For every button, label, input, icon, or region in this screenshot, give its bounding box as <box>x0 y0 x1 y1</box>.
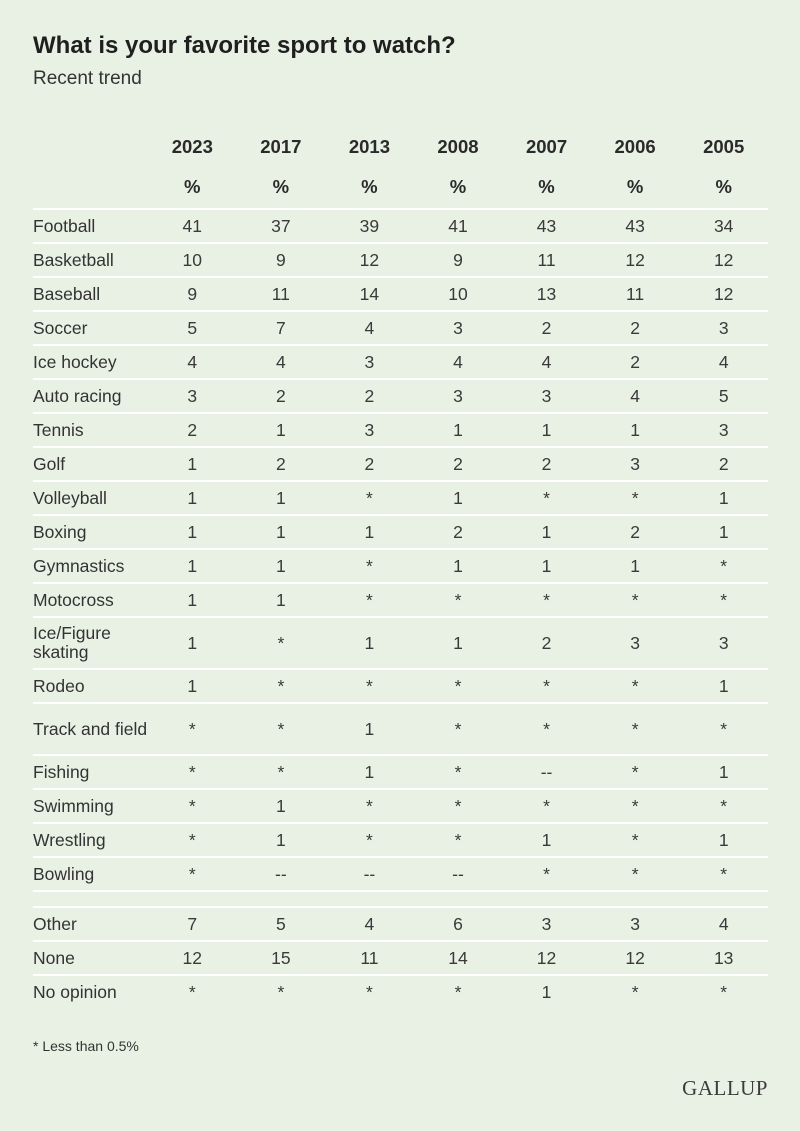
table-cell: 4 <box>502 345 591 379</box>
table-cell: 14 <box>325 277 414 311</box>
data-table <box>33 128 768 1008</box>
table-cell: * <box>148 703 237 755</box>
table-cell: 2 <box>591 345 680 379</box>
table-cell: * <box>414 755 503 789</box>
row-label: Soccer <box>33 311 148 345</box>
table-cell: 1 <box>237 789 326 823</box>
unit-label-blank <box>33 166 148 209</box>
table-cell: * <box>148 789 237 823</box>
table-cell: 6 <box>414 907 503 941</box>
column-header-2017: 2017 <box>260 136 302 157</box>
table-cell: * <box>325 823 414 857</box>
unit-header: % <box>502 166 591 209</box>
table-cell: 1 <box>148 481 237 515</box>
table-cell: 9 <box>414 243 503 277</box>
row-label: Baseball <box>33 277 148 311</box>
table-cell: * <box>679 583 768 617</box>
table-cell: 12 <box>679 277 768 311</box>
row-label: Tennis <box>33 413 148 447</box>
table-cell: * <box>325 789 414 823</box>
table-cell: -- <box>502 755 591 789</box>
table-cell: * <box>325 481 414 515</box>
table-cell: 12 <box>148 941 237 975</box>
table-cell: * <box>591 823 680 857</box>
table-cell: 41 <box>148 209 237 243</box>
chart-subtitle: Recent trend <box>33 68 142 89</box>
table-cell: 7 <box>237 311 326 345</box>
table-cell: 2 <box>502 447 591 481</box>
table-cell: 1 <box>679 755 768 789</box>
table-cell: 1 <box>679 481 768 515</box>
table-cell: 2 <box>414 515 503 549</box>
table-cell: 12 <box>325 243 414 277</box>
group-spacer <box>33 891 768 907</box>
table-cell: 11 <box>325 941 414 975</box>
table-cell: 1 <box>148 669 237 703</box>
table-cell: 1 <box>414 617 503 669</box>
table-cell: 2 <box>325 447 414 481</box>
column-header-2023: 2023 <box>171 136 213 157</box>
table-cell: 13 <box>502 277 591 311</box>
table-cell: 1 <box>325 703 414 755</box>
table-row <box>33 311 768 345</box>
table-cell: * <box>325 549 414 583</box>
table-cell: 1 <box>148 515 237 549</box>
table-cell: * <box>325 669 414 703</box>
table-cell: * <box>237 617 326 669</box>
table-cell: 4 <box>414 345 503 379</box>
table-cell: 3 <box>502 907 591 941</box>
table-cell: * <box>502 669 591 703</box>
table-cell: 10 <box>414 277 503 311</box>
table-row <box>33 583 768 617</box>
table-cell: 4 <box>325 311 414 345</box>
table-cell: -- <box>325 857 414 891</box>
table-cell: 3 <box>679 413 768 447</box>
footnote: * Less than 0.5% <box>33 1038 139 1054</box>
table-cell: 4 <box>237 345 326 379</box>
table-cell: 1 <box>237 481 326 515</box>
table-cell: 2 <box>591 311 680 345</box>
table-row <box>33 481 768 515</box>
table-cell: 1 <box>591 549 680 583</box>
table-cell: -- <box>414 857 503 891</box>
gallup-logo: GALLUP <box>682 1076 768 1100</box>
table-cell: 12 <box>679 243 768 277</box>
table-cell: 2 <box>414 447 503 481</box>
table-row <box>33 941 768 975</box>
unit-header: % <box>591 166 680 209</box>
table-cell: 39 <box>325 209 414 243</box>
table-row <box>33 345 768 379</box>
table-cell: * <box>591 789 680 823</box>
table-cell: * <box>502 583 591 617</box>
table-cell: * <box>237 755 326 789</box>
table-cell: * <box>277 981 285 1002</box>
table-cell: 2 <box>502 311 591 345</box>
table-row <box>33 209 768 243</box>
row-label: Golf <box>33 447 148 481</box>
table-cell: * <box>502 703 591 755</box>
table-cell: * <box>591 755 680 789</box>
table-row <box>33 857 768 891</box>
row-label: Other <box>33 907 148 941</box>
table-cell: * <box>148 857 237 891</box>
table-cell: * <box>591 857 680 891</box>
table-cell: * <box>591 703 680 755</box>
table-cell: 2 <box>148 413 237 447</box>
table-cell: 2 <box>325 379 414 413</box>
row-label: Ice hockey <box>33 345 148 379</box>
row-label: None <box>33 941 148 975</box>
table-cell: 4 <box>679 907 768 941</box>
table-row <box>33 549 768 583</box>
group-spacer-cell <box>33 891 768 907</box>
table-cell: 1 <box>414 549 503 583</box>
table-cell: 1 <box>237 583 326 617</box>
table-cell: 14 <box>414 941 503 975</box>
table-row <box>33 243 768 277</box>
table-cell: 11 <box>502 243 591 277</box>
table-cell: 1 <box>502 549 591 583</box>
row-label: Fishing <box>33 755 148 789</box>
table-cell: 43 <box>502 209 591 243</box>
table-cell: 5 <box>679 379 768 413</box>
table-cell: 4 <box>325 907 414 941</box>
table-row <box>33 447 768 481</box>
table-cell: * <box>148 755 237 789</box>
row-label: Bowling <box>33 857 148 891</box>
table-cell: 1 <box>148 617 237 669</box>
table-cell: 10 <box>148 243 237 277</box>
table-cell: 4 <box>591 379 680 413</box>
table-cell: 2 <box>591 515 680 549</box>
table-cell: 9 <box>148 277 237 311</box>
table-row <box>33 789 768 823</box>
table-cell: * <box>414 823 503 857</box>
table-cell: 13 <box>679 941 768 975</box>
table-cell: 3 <box>591 907 680 941</box>
table-row <box>33 823 768 857</box>
table-cell: * <box>679 789 768 823</box>
row-label: Auto racing <box>33 379 148 413</box>
column-header-2007: 2007 <box>525 136 568 157</box>
table-cell: 1 <box>325 755 414 789</box>
table-cell: * <box>237 669 326 703</box>
table-cell: 2 <box>237 447 326 481</box>
row-label: Ice/Figure skating <box>33 617 148 669</box>
column-header-2013: 2013 <box>348 136 390 157</box>
table-row <box>33 515 768 549</box>
table-cell: * <box>148 823 237 857</box>
table-cell: 4 <box>679 345 768 379</box>
table-cell: 1 <box>237 549 326 583</box>
unit-header-row <box>33 166 768 209</box>
table-row <box>33 755 768 789</box>
table-cell: 3 <box>325 345 414 379</box>
header-label-blank <box>33 128 148 166</box>
table-cell: * <box>414 583 503 617</box>
table-cell: 12 <box>591 243 680 277</box>
unit-header: % <box>414 166 503 209</box>
table-cell: 11 <box>591 277 680 311</box>
table-cell: 1 <box>148 549 237 583</box>
table-cell: * <box>720 981 728 1002</box>
table-cell: 1 <box>679 669 768 703</box>
table-cell: 12 <box>591 941 680 975</box>
table-cell: * <box>366 981 373 1002</box>
table-cell: 1 <box>325 617 414 669</box>
table-body <box>33 209 768 1008</box>
table-cell: 1 <box>502 413 591 447</box>
table-cell: * <box>502 789 591 823</box>
table-cell: 1 <box>679 823 768 857</box>
table-cell: 3 <box>414 311 503 345</box>
table-row <box>33 617 768 669</box>
table-cell: -- <box>237 857 326 891</box>
table-row <box>33 379 768 413</box>
table-row <box>33 413 768 447</box>
table-cell: * <box>414 789 503 823</box>
table-cell: 2 <box>237 379 326 413</box>
table-cell: 3 <box>325 413 414 447</box>
row-label: Boxing <box>33 515 148 549</box>
row-label: Gymnastics <box>33 549 148 583</box>
table-cell: 1 <box>325 515 414 549</box>
table-cell: 1 <box>237 823 326 857</box>
table-cell: 34 <box>679 209 768 243</box>
table-cell: * <box>454 981 462 1002</box>
table-cell: 1 <box>502 515 591 549</box>
table-cell: 2 <box>679 447 768 481</box>
table-row <box>33 669 768 703</box>
table-cell: 3 <box>591 447 680 481</box>
table-row <box>33 907 768 941</box>
table-cell: * <box>591 583 680 617</box>
table-cell: 3 <box>591 617 680 669</box>
table-cell: 3 <box>679 617 768 669</box>
table-cell: 4 <box>148 345 237 379</box>
row-label: No opinion <box>33 981 117 1002</box>
table-cell: 1 <box>502 823 591 857</box>
table-cell: 1 <box>237 515 326 549</box>
table-cell: 9 <box>237 243 326 277</box>
table-cell: 3 <box>679 311 768 345</box>
row-label: Basketball <box>33 243 148 277</box>
table-cell: 12 <box>502 941 591 975</box>
row-label: Rodeo <box>33 669 148 703</box>
table-cell: * <box>237 703 326 755</box>
table-cell: * <box>414 703 503 755</box>
table-cell: 1 <box>414 413 503 447</box>
column-header-2008: 2008 <box>437 136 479 157</box>
table-cell: 43 <box>591 209 680 243</box>
table-row <box>33 277 768 311</box>
table-cell: 37 <box>237 209 326 243</box>
unit-header: % <box>325 166 414 209</box>
table-row <box>33 975 768 1008</box>
table-cell: 1 <box>148 583 237 617</box>
table-cell: * <box>591 481 680 515</box>
table-cell: 1 <box>591 413 680 447</box>
table-cell: 5 <box>237 907 326 941</box>
row-label: Football <box>33 209 148 243</box>
table-cell: * <box>631 981 639 1002</box>
year-header-row <box>33 128 768 166</box>
table-cell: 5 <box>148 311 237 345</box>
row-label: Motocross <box>33 583 148 617</box>
table-cell: 1 <box>148 447 237 481</box>
table-cell: 7 <box>148 907 237 941</box>
unit-header: % <box>148 166 237 209</box>
table-cell: 11 <box>237 277 326 311</box>
table-cell: * <box>502 481 591 515</box>
table-cell: 1 <box>414 481 503 515</box>
table-cell: * <box>188 981 196 1002</box>
unit-header: % <box>679 166 768 209</box>
table-cell: 3 <box>414 379 503 413</box>
table-cell: 3 <box>148 379 237 413</box>
table-cell: 15 <box>237 941 326 975</box>
table-cell: * <box>414 669 503 703</box>
table-cell: 3 <box>502 379 591 413</box>
table-cell: 41 <box>414 209 503 243</box>
table-cell: * <box>679 703 768 755</box>
table-cell: 2 <box>502 617 591 669</box>
table-cell: 1 <box>237 413 326 447</box>
unit-header: % <box>237 166 326 209</box>
table-cell: * <box>591 669 680 703</box>
chart-title: What is your favorite sport to watch? <box>33 32 456 59</box>
table-cell: 1 <box>679 515 768 549</box>
table-cell: 1 <box>541 981 552 1002</box>
table-row <box>33 703 768 755</box>
table-cell: * <box>679 857 768 891</box>
column-header-2006: 2006 <box>614 136 656 157</box>
row-label: Wrestling <box>33 823 148 857</box>
table-cell: * <box>325 583 414 617</box>
column-header-2005: 2005 <box>703 136 745 157</box>
table-cell: * <box>679 549 768 583</box>
table-cell: * <box>502 857 591 891</box>
row-label: Track and field <box>33 703 148 755</box>
row-label: Volleyball <box>33 481 148 515</box>
row-label: Swimming <box>33 789 148 823</box>
